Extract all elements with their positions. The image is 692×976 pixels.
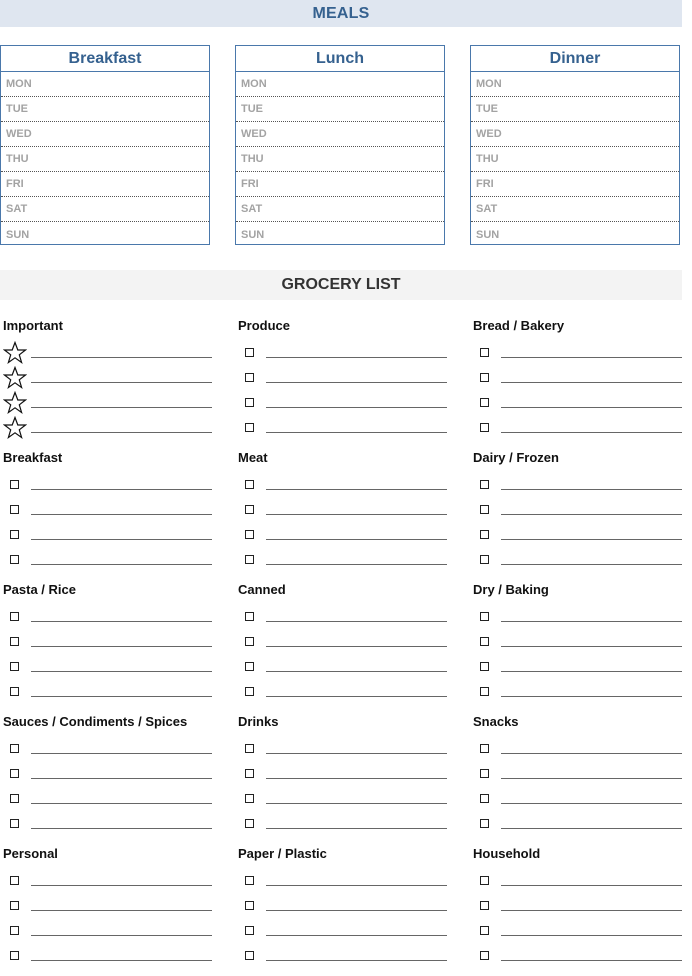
item-checkbox[interactable] — [245, 423, 254, 432]
grocery-item-row — [0, 919, 212, 944]
grocery-category-title: Dry / Baking — [473, 582, 549, 597]
item-write-line[interactable] — [266, 564, 447, 565]
grocery-item-row — [470, 787, 682, 812]
item-write-line[interactable] — [501, 539, 682, 540]
grocery-item-row — [235, 762, 447, 787]
item-checkbox[interactable] — [10, 480, 19, 489]
grocery-title: GROCERY LIST — [281, 276, 401, 293]
star-icon[interactable] — [3, 391, 27, 415]
item-write-line[interactable] — [31, 514, 212, 515]
grocery-category — [235, 846, 447, 968]
grocery-category-title: Sauces / Condiments / Spices — [3, 714, 188, 729]
item-write-line[interactable] — [501, 407, 682, 408]
item-checkbox[interactable] — [10, 505, 19, 514]
item-write-line[interactable] — [501, 432, 682, 433]
grocery-category-title: Important — [3, 318, 63, 333]
grocery-item-row — [235, 416, 447, 441]
item-checkbox[interactable] — [480, 423, 489, 432]
meal-day-slot[interactable]: MON — [1, 72, 209, 97]
grocery-item-row — [235, 498, 447, 523]
item-checkbox[interactable] — [245, 612, 254, 621]
item-write-line[interactable] — [501, 828, 682, 829]
grocery-item-row — [235, 787, 447, 812]
grocery-category — [0, 714, 212, 836]
grocery-category — [470, 846, 682, 968]
grocery-item-row — [235, 548, 447, 573]
grocery-item-row — [0, 787, 212, 812]
item-checkbox[interactable] — [10, 794, 19, 803]
item-write-line[interactable] — [501, 514, 682, 515]
item-checkbox[interactable] — [245, 373, 254, 382]
item-write-line[interactable] — [31, 539, 212, 540]
grocery-category-title: Pasta / Rice — [3, 582, 76, 597]
item-checkbox[interactable] — [480, 876, 489, 885]
meal-day-slot[interactable]: THU — [1, 147, 209, 172]
grocery-category — [470, 450, 682, 572]
item-write-line[interactable] — [31, 696, 212, 697]
grocery-item-row — [470, 630, 682, 655]
item-checkbox[interactable] — [245, 951, 254, 960]
item-checkbox[interactable] — [480, 505, 489, 514]
grocery-item-row — [0, 655, 212, 680]
grocery-item-row — [235, 680, 447, 705]
item-write-line[interactable] — [501, 621, 682, 622]
item-write-line[interactable] — [266, 828, 447, 829]
grocery-category — [470, 318, 682, 440]
grocery-item-row — [470, 341, 682, 366]
item-write-line[interactable] — [266, 960, 447, 961]
item-checkbox[interactable] — [245, 348, 254, 357]
star-icon[interactable] — [3, 366, 27, 390]
item-checkbox[interactable] — [245, 819, 254, 828]
meal-day-slot[interactable]: MON — [471, 72, 679, 97]
grocery-item-row — [0, 869, 212, 894]
grocery-item-row — [0, 812, 212, 837]
meal-day-slot[interactable]: SUN — [476, 228, 500, 241]
grocery-item-row — [235, 473, 447, 498]
item-checkbox[interactable] — [245, 876, 254, 885]
grocery-item-row — [0, 366, 212, 391]
meal-column-title: Lunch — [236, 46, 444, 72]
item-write-line[interactable] — [31, 382, 212, 383]
item-write-line[interactable] — [31, 885, 212, 886]
grocery-item-row — [235, 919, 447, 944]
item-checkbox[interactable] — [10, 769, 19, 778]
grocery-item-row — [470, 416, 682, 441]
item-checkbox[interactable] — [245, 480, 254, 489]
item-checkbox[interactable] — [480, 398, 489, 407]
item-checkbox[interactable] — [480, 687, 489, 696]
grocery-item-row — [470, 762, 682, 787]
grocery-item-row — [0, 523, 212, 548]
item-checkbox[interactable] — [480, 612, 489, 621]
grocery-item-row — [470, 655, 682, 680]
item-write-line[interactable] — [266, 803, 447, 804]
item-checkbox[interactable] — [480, 662, 489, 671]
grocery-category-title: Produce — [238, 318, 291, 333]
meals-banner — [0, 0, 682, 27]
grocery-category — [470, 714, 682, 836]
item-write-line[interactable] — [501, 489, 682, 490]
item-checkbox[interactable] — [10, 687, 19, 696]
item-write-line[interactable] — [501, 753, 682, 754]
item-write-line[interactable] — [31, 960, 212, 961]
grocery-item-row — [235, 812, 447, 837]
grocery-item-row — [0, 737, 212, 762]
item-write-line[interactable] — [266, 432, 447, 433]
item-checkbox[interactable] — [245, 794, 254, 803]
item-write-line[interactable] — [266, 382, 447, 383]
meal-column-dinner — [470, 45, 680, 245]
item-checkbox[interactable] — [10, 637, 19, 646]
grocery-category-title: Snacks — [473, 714, 519, 729]
grocery-item-row — [0, 894, 212, 919]
item-write-line[interactable] — [266, 646, 447, 647]
grocery-item-row — [235, 630, 447, 655]
meal-day-slot[interactable]: SAT — [236, 197, 444, 222]
grocery-category — [0, 318, 212, 440]
item-checkbox[interactable] — [480, 530, 489, 539]
item-write-line[interactable] — [31, 935, 212, 936]
item-write-line[interactable] — [266, 885, 447, 886]
grocery-item-row — [470, 737, 682, 762]
item-checkbox[interactable] — [245, 398, 254, 407]
item-write-line[interactable] — [501, 803, 682, 804]
item-write-line[interactable] — [266, 357, 447, 358]
grocery-item-row — [0, 498, 212, 523]
grocery-category — [0, 450, 212, 572]
item-write-line[interactable] — [501, 910, 682, 911]
meal-day-slot[interactable]: TUE — [236, 97, 444, 122]
meal-day-slot[interactable]: WED — [236, 122, 444, 147]
meal-day-slot[interactable]: FRI — [236, 172, 444, 197]
meal-day-slot[interactable]: FRI — [471, 172, 679, 197]
item-write-line[interactable] — [501, 646, 682, 647]
meal-day-slot[interactable]: SAT — [1, 197, 209, 222]
grocery-item-row — [470, 366, 682, 391]
item-write-line[interactable] — [266, 514, 447, 515]
item-checkbox[interactable] — [245, 687, 254, 696]
meal-day-slot[interactable]: SUN — [241, 228, 265, 241]
item-checkbox[interactable] — [10, 555, 19, 564]
grocery-item-row — [235, 944, 447, 969]
item-checkbox[interactable] — [10, 612, 19, 621]
grocery-category-title: Canned — [238, 582, 286, 597]
item-write-line[interactable] — [31, 778, 212, 779]
star-icon[interactable] — [3, 416, 27, 440]
grocery-item-row — [470, 498, 682, 523]
item-checkbox[interactable] — [10, 530, 19, 539]
item-write-line[interactable] — [501, 696, 682, 697]
grocery-item-row — [470, 391, 682, 416]
item-checkbox[interactable] — [480, 794, 489, 803]
item-checkbox[interactable] — [480, 373, 489, 382]
meal-day-slot[interactable]: THU — [471, 147, 679, 172]
meal-day-slot[interactable]: SAT — [471, 197, 679, 222]
item-checkbox[interactable] — [245, 901, 254, 910]
grocery-item-row — [470, 869, 682, 894]
grocery-item-row — [0, 548, 212, 573]
item-checkbox[interactable] — [480, 926, 489, 935]
item-write-line[interactable] — [31, 828, 212, 829]
grocery-item-row — [0, 605, 212, 630]
item-write-line[interactable] — [266, 671, 447, 672]
meal-column-title: Dinner — [471, 46, 679, 72]
item-checkbox[interactable] — [10, 662, 19, 671]
item-checkbox[interactable] — [480, 769, 489, 778]
item-write-line[interactable] — [501, 671, 682, 672]
item-write-line[interactable] — [501, 885, 682, 886]
grocery-category-title: Dairy / Frozen — [473, 450, 559, 465]
grocery-item-row — [235, 605, 447, 630]
grocery-item-row — [235, 894, 447, 919]
grocery-item-row — [0, 680, 212, 705]
grocery-item-row — [235, 366, 447, 391]
item-write-line[interactable] — [31, 489, 212, 490]
item-checkbox[interactable] — [480, 901, 489, 910]
grocery-item-row — [0, 944, 212, 969]
grocery-item-row — [0, 630, 212, 655]
grocery-item-row — [235, 655, 447, 680]
item-write-line[interactable] — [31, 432, 212, 433]
meal-day-slot[interactable]: TUE — [1, 97, 209, 122]
grocery-category-title: Household — [473, 846, 541, 861]
grocery-item-row — [235, 391, 447, 416]
grocery-category — [0, 582, 212, 704]
item-checkbox[interactable] — [245, 769, 254, 778]
grocery-item-row — [235, 341, 447, 366]
item-write-line[interactable] — [31, 564, 212, 565]
item-write-line[interactable] — [501, 382, 682, 383]
item-write-line[interactable] — [501, 960, 682, 961]
meal-column-title: Breakfast — [1, 46, 209, 72]
item-write-line[interactable] — [501, 778, 682, 779]
item-checkbox[interactable] — [245, 530, 254, 539]
item-checkbox[interactable] — [480, 637, 489, 646]
grocery-category-title: Paper / Plastic — [238, 846, 327, 861]
grocery-item-row — [235, 869, 447, 894]
item-write-line[interactable] — [266, 539, 447, 540]
item-write-line[interactable] — [31, 621, 212, 622]
grocery-category — [470, 582, 682, 704]
grocery-category — [235, 318, 447, 440]
grocery-category-title: Drinks — [238, 714, 279, 729]
item-checkbox[interactable] — [245, 555, 254, 564]
item-checkbox[interactable] — [10, 951, 19, 960]
meal-column-lunch — [235, 45, 445, 245]
item-write-line[interactable] — [501, 357, 682, 358]
item-write-line[interactable] — [501, 564, 682, 565]
grocery-item-row — [235, 523, 447, 548]
item-checkbox[interactable] — [10, 901, 19, 910]
grocery-item-row — [470, 548, 682, 573]
item-write-line[interactable] — [266, 935, 447, 936]
item-write-line[interactable] — [266, 753, 447, 754]
item-write-line[interactable] — [31, 357, 212, 358]
grocery-item-row — [235, 737, 447, 762]
item-checkbox[interactable] — [480, 348, 489, 357]
grocery-item-row — [470, 473, 682, 498]
item-checkbox[interactable] — [245, 505, 254, 514]
grocery-item-row — [470, 919, 682, 944]
item-write-line[interactable] — [501, 935, 682, 936]
grocery-item-row — [0, 416, 212, 441]
grocery-item-row — [470, 680, 682, 705]
item-write-line[interactable] — [266, 910, 447, 911]
item-checkbox[interactable] — [245, 662, 254, 671]
grocery-item-row — [0, 473, 212, 498]
meal-day-slot[interactable]: WED — [1, 122, 209, 147]
grocery-item-row — [0, 341, 212, 366]
grocery-category — [0, 846, 212, 968]
meals-title: MEALS — [312, 4, 370, 22]
grocery-item-row — [470, 944, 682, 969]
item-write-line[interactable] — [266, 407, 447, 408]
item-write-line[interactable] — [266, 489, 447, 490]
item-checkbox[interactable] — [480, 555, 489, 564]
item-write-line[interactable] — [31, 646, 212, 647]
item-checkbox[interactable] — [245, 926, 254, 935]
grocery-item-row — [470, 894, 682, 919]
item-checkbox[interactable] — [10, 876, 19, 885]
item-write-line[interactable] — [31, 803, 212, 804]
item-write-line[interactable] — [31, 753, 212, 754]
item-checkbox[interactable] — [10, 926, 19, 935]
meal-day-slot[interactable]: SUN — [6, 228, 30, 241]
item-checkbox[interactable] — [480, 951, 489, 960]
item-checkbox[interactable] — [10, 819, 19, 828]
item-write-line[interactable] — [31, 671, 212, 672]
item-checkbox[interactable] — [10, 744, 19, 753]
grocery-item-row — [470, 605, 682, 630]
item-write-line[interactable] — [31, 407, 212, 408]
meal-day-slot[interactable]: WED — [471, 122, 679, 147]
grocery-category — [235, 714, 447, 836]
grocery-category-title: Personal — [3, 846, 58, 861]
grocery-item-row — [0, 762, 212, 787]
item-write-line[interactable] — [31, 910, 212, 911]
item-write-line[interactable] — [266, 621, 447, 622]
item-checkbox[interactable] — [245, 744, 254, 753]
grocery-item-row — [470, 812, 682, 837]
meal-day-slot[interactable]: TUE — [471, 97, 679, 122]
item-write-line[interactable] — [266, 696, 447, 697]
grocery-category-title: Bread / Bakery — [473, 318, 565, 333]
grocery-category — [235, 450, 447, 572]
meal-day-slot[interactable]: THU — [236, 147, 444, 172]
meal-day-slot[interactable]: MON — [236, 72, 444, 97]
meal-day-slot[interactable]: FRI — [1, 172, 209, 197]
item-checkbox[interactable] — [480, 819, 489, 828]
grocery-category-title: Breakfast — [3, 450, 63, 465]
grocery-item-row — [0, 391, 212, 416]
meal-column-breakfast — [0, 45, 210, 245]
grocery-category — [235, 582, 447, 704]
grocery-item-row — [470, 523, 682, 548]
grocery-banner — [0, 270, 682, 300]
item-checkbox[interactable] — [245, 637, 254, 646]
star-icon[interactable] — [3, 341, 27, 365]
item-write-line[interactable] — [266, 778, 447, 779]
grocery-category-title: Meat — [238, 450, 268, 465]
item-checkbox[interactable] — [480, 480, 489, 489]
item-checkbox[interactable] — [480, 744, 489, 753]
